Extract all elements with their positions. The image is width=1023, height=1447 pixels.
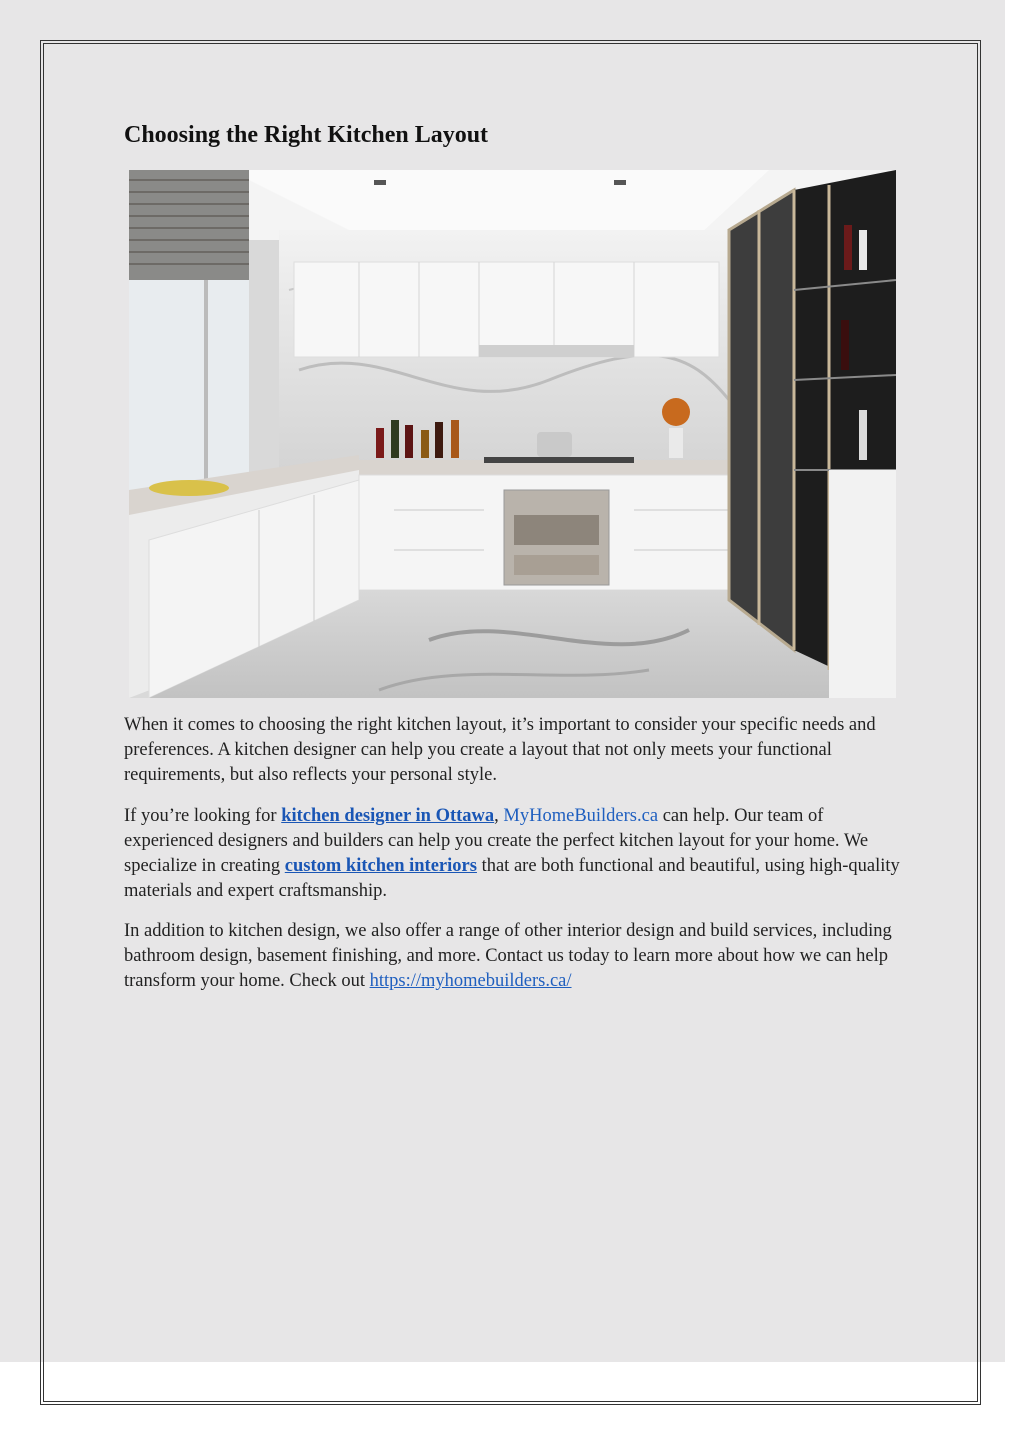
additional-services-paragraph	[124, 919, 904, 994]
services-paragraph	[124, 804, 904, 904]
text-span: If you’re looking for	[124, 806, 282, 826]
myhomebuilders-link[interactable]: MyHomeBuilders.ca	[503, 806, 659, 826]
kitchen-designer-ottawa-link[interactable]: kitchen designer in Ottawa	[281, 806, 495, 826]
page-title: Choosing the Right Kitchen Layout	[124, 122, 489, 148]
text-span: In addition to kitchen design, we also offer a range of other interior design and build services, including bathroom design, basement finishing, and more. Contact us today to learn more about how we can help transform your home. Check out	[124, 921, 892, 991]
website-url-link[interactable]: https://myhomebuilders.ca/	[369, 971, 572, 991]
intro-paragraph	[124, 713, 904, 788]
text-span: that are both functional and beautiful, using high-quality materials and expert craftsmanship.	[124, 856, 900, 901]
text-span: ,	[494, 806, 504, 826]
services-paragraph-text	[124, 804, 904, 904]
kitchen-photo	[129, 170, 896, 698]
custom-kitchen-interiors-link[interactable]: custom kitchen interiors	[284, 856, 477, 876]
additional-services-text	[124, 919, 904, 994]
text-span: can help. Our team of experienced designers and builders can help you create the perfect kitchen layout for your home. We specialize in creating	[124, 806, 869, 876]
page-margin	[1005, 0, 1023, 1447]
intro-paragraph-text: When it comes to choosing the right kitchen layout, it’s important to consider your specific needs and preferences. A kitchen designer can help you create a layout that not only meets your functional requirements, but also reflects your personal style.	[124, 715, 876, 785]
